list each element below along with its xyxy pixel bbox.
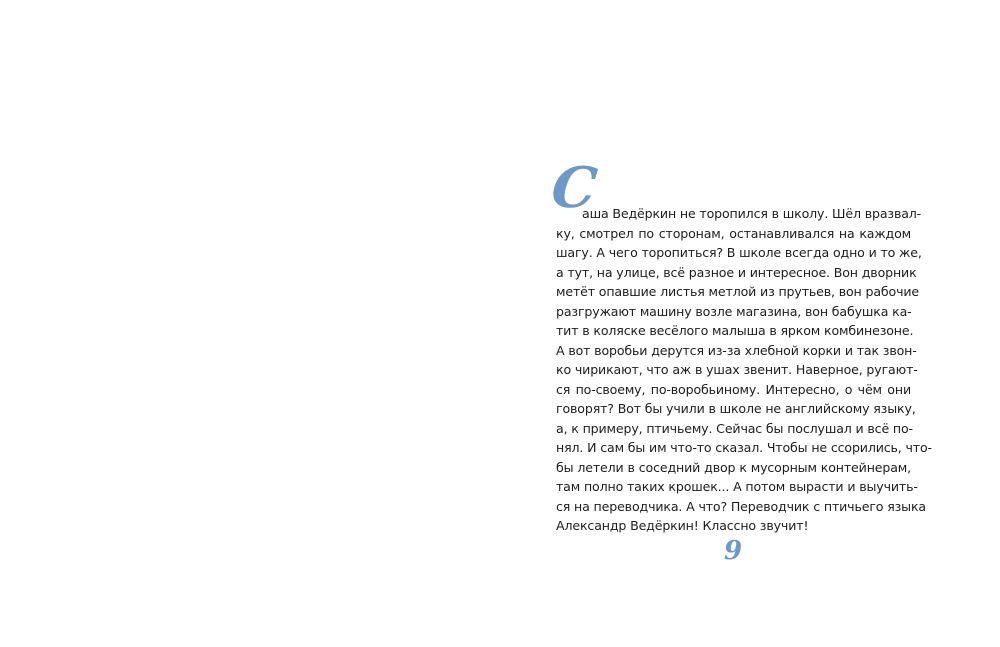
text-line: шагу. А чего торопиться? В школе всегда одно и то же, [556, 245, 922, 260]
text-line: метёт опавшие листья метлой из прутьев, вон рабочие [556, 284, 920, 299]
text-line: ко чирикают, что аж в ушах звенит. Наверное, ругают- [556, 362, 918, 377]
drop-cap-letter: С [548, 155, 601, 221]
text-line: там полно таких крошек... А потом вырасти и выучить- [556, 479, 918, 494]
text-line: говорят? Вот бы учили в школе не английскому языку, [556, 401, 916, 416]
story-text [548, 155, 932, 536]
text-line: тит в коляске весёлого малыша в ярком комбинезоне. [556, 323, 914, 338]
text-line: ся на переводчика. А что? Переводчик с птичьего языка [556, 498, 926, 514]
page-number: 9 [723, 536, 743, 566]
text-line: нял. И сам бы им что-то сказал. Чтобы не ссорились, что- [556, 440, 932, 455]
text-line: Александр Ведёркин! Классно звучит! [556, 518, 809, 533]
text-line: ся по-своему, по-воробьиному. Интересно, о чём они [556, 381, 911, 397]
text-line: аша Ведёркин не торопился в школу. Шёл вразвал- [582, 206, 922, 221]
text-line: бы летели в соседний двор к мусорным контейнерам, [556, 459, 911, 475]
text-line: ку, смотрел по сторонам, останавливался на каждом [556, 225, 911, 241]
text-line: а, к примеру, птичьему. Сейчас бы послушал и всё по- [556, 420, 913, 436]
text-line: а тут, на улице, всё разное и интересное. Вон дворник [556, 264, 917, 280]
text-line: А вот воробьи дерутся из-за хлебной корки и так звон- [556, 342, 917, 358]
text-line: разгружают машину возле магазина, вон бабушка ка- [556, 303, 912, 319]
